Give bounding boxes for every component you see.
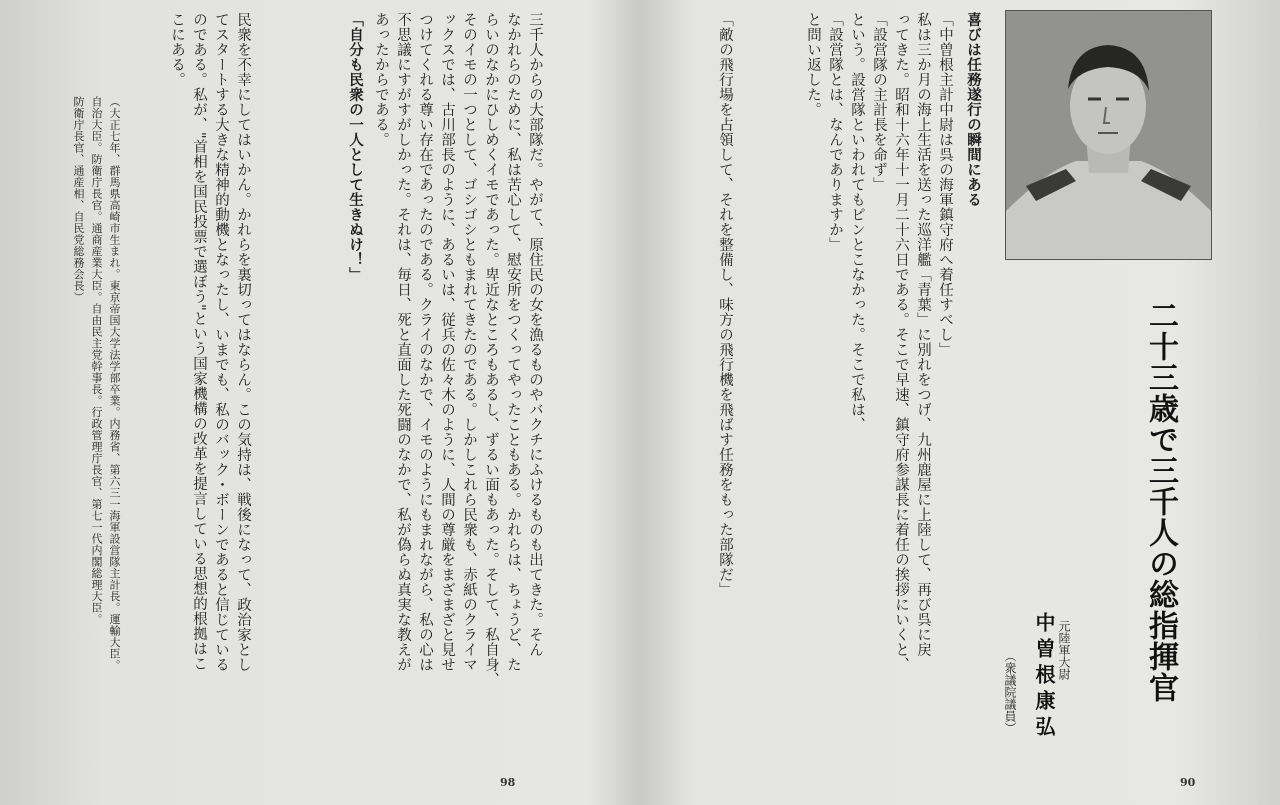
author-bio-note: 防衛庁長官、通産相、自民党総務会長） — [72, 96, 85, 303]
body-line: ってきた。昭和十六年十一月二十六日である。そこで早速、鎮守府参謀長に着任の挨拶にいくと、 — [893, 12, 909, 672]
section-heading: 喜びは任務遂行の瞬間にある — [965, 12, 982, 207]
author-bio-note: （大正七年、群馬県高崎市生まれ。東京帝国大学法学部卒業。内務省、第六三一海軍設営隊主計長。運輸大臣。 — [108, 96, 121, 671]
body-line: 「中曽根主計中尉は呉の海軍鎮守府へ着任すべし」 — [937, 12, 953, 357]
body-line: なかれらのために、私は苦心して、慰安所をつくってやったこともある。かれらは、ちょうど、た — [505, 12, 521, 672]
body-line: そのイモの一つとして、ゴシゴシともまれてきたのである。しかしこれら民衆も、赤紙のクライマ — [461, 12, 477, 672]
body-line: つけてくれる尊い存在であったのである。クライのなかで、イモのようにもまれながら、私の心は — [417, 12, 433, 672]
body-line: 不思議にすがすがしかった。それは、毎日、死と直面した死闘のなかで、私が偽らぬ真実な教えが — [395, 12, 411, 672]
author-position: （衆議院議員） — [1003, 650, 1017, 734]
body-line: 民衆を不幸にしてはいかん。かれらを裏切ってはならん。この気持は、戦後になって、政治家とし — [235, 12, 251, 672]
body-line: ックスでは、古川部長のように、あるいは、従兵の佐々木のように、人間の尊厳をまざまざと見せ — [439, 12, 455, 672]
body-line: 私は三か月の海上生活を送った巡洋艦「青葉」に別れをつげ、九州鹿屋に上陸して、再び呉に戻 — [915, 12, 931, 657]
body-line: 「設営隊とは、なんでありますか」 — [827, 12, 843, 252]
page-number-right: 90 — [1180, 776, 1196, 789]
article-title: 二十三歳で三千人の総指揮官 — [1143, 300, 1178, 703]
author-role: 元陸軍大尉 — [1057, 620, 1071, 680]
author-name: 中曽根康弘 — [1032, 612, 1056, 742]
body-line: のである。私が、"首相を国民投票で選ぼう"という国家機構の改革を提言している思想的根拠はこ — [191, 12, 207, 672]
author-portrait — [1005, 10, 1212, 260]
quote-line: 「自分も民衆の一人として生きぬけ！」 — [347, 12, 364, 282]
body-line: と問い返した。 — [805, 12, 821, 117]
body-line: 「設営隊の主計長を命ず」 — [871, 12, 887, 192]
body-line: 「敵の飛行場を占領して、それを整備し、味方の飛行機を飛ばす任務をもった部隊だ」 — [717, 12, 733, 597]
body-line: 三千人からの大部隊だ。やがて、原住民の女を漁るものやバクチにふけるものも出てきた。そん — [527, 12, 543, 657]
page-number-left: 98 — [500, 776, 516, 789]
body-line: こにある。 — [169, 12, 185, 87]
body-line: らいのなかにひしめくイモであった。卑近なところもあるし、ずるい面もあった。そして、私自身、 — [483, 12, 499, 687]
author-bio-note: 自治大臣。防衛庁長官。通商産業大臣。自由民主党幹事長。行政管理庁長官、第七一代内閣総理大臣。 — [90, 96, 103, 625]
body-line: あったからである。 — [373, 12, 389, 147]
body-line: てスタートする大きな精神的動機となったし、いまでも、私のバック・ボーンであると信じている — [213, 12, 229, 672]
body-line: という。設営隊といわれてもピンとこなかった。そこで私は、 — [849, 12, 865, 432]
